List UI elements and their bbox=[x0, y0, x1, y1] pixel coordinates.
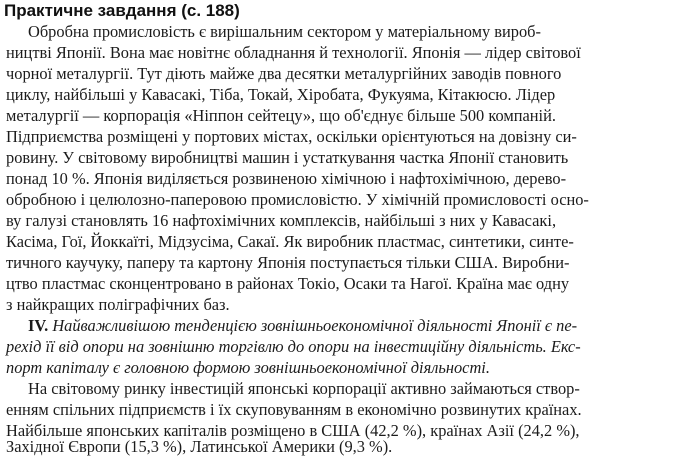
paragraph1-line-14: з найкращих поліграфічних баз. bbox=[6, 295, 230, 314]
paragraph1-line-7: ровину. У світовому виробництві машин і устаткування частка Японії становить bbox=[6, 148, 569, 167]
paragraph1-line-9: обробною і целюлозно-паперовою промисловістю. У хімічній промисловості осно- bbox=[6, 190, 589, 209]
section-marker: IV. bbox=[28, 316, 49, 335]
paragraph2-line-2: рехід її від опори на зовнішню торгівлю до опори на інвестиційну діяльність. Екс- bbox=[6, 337, 581, 356]
paragraph1-line-4: циклу, найбільші у Кавасакі, Тіба, Токай, Хіробата, Фукуяма, Кітакюсю. Лідер bbox=[6, 85, 556, 104]
paragraph1-line-13: цтво пластмас сконцентровано в районах Токіо, Осаки та Нагої. Країна має одну bbox=[6, 274, 570, 293]
paragraph1-line-8: понад 10 %. Японія виділяється розвиненою хімічною і нафтохімічною, дерево- bbox=[6, 169, 567, 188]
paragraph3-line-1: На світовому ринку інвестицій японські корпорації активно займаються створ- bbox=[28, 379, 580, 398]
paragraph2-line-3: порт капіталу є головною формою зовнішньоекономічної діяльності. bbox=[6, 358, 490, 377]
paragraph1-line-1: Обробна промисловість є вирішальним сектором у матеріальному вироб- bbox=[28, 22, 541, 41]
paragraph1-line-10: ву галузі становлять 16 нафтохімічних комплексів, найбільші з них у Кавасакі, bbox=[6, 211, 557, 230]
paragraph3-line-2: енням спільних підприємств і їх скуповуванням в економічно розвинутих країнах. bbox=[6, 400, 582, 419]
paragraph1-line-6: Підприємства розміщені у портових містах, оскільки орієнтуються на довізну си- bbox=[6, 127, 577, 146]
page-heading: Практичне завдання (с. 188) bbox=[4, 1, 240, 20]
paragraph3-line-4: Західної Європи (15,3 %), Латинської Америки (9,3 %). bbox=[6, 437, 393, 456]
paragraph1-line-3: чорної металургії. Тут діють майже два десятки металургійних заводів повного bbox=[6, 64, 562, 83]
paragraph2-line-1-text: Найважливішою тенденцією зовнішньоекономічної діяльності Японії є пе- bbox=[52, 316, 578, 335]
paragraph1-line-2: ництві Японії. Вона має новітнє обладнання й технології. Японія — лідер світової bbox=[6, 43, 581, 62]
paragraph1-line-11: Касіма, Гої, Йоккаїті, Мідзусіма, Сакаї. Як виробник пластмас, синтетики, синте- bbox=[6, 232, 574, 251]
paragraph1-line-5: металургії — корпорація «Ніппон сейтецу», що об'єднує більше 500 компаній. bbox=[6, 106, 556, 125]
paragraph2-line-1 bbox=[28, 315, 577, 336]
paragraph1-line-12: тичного каучуку, паперу та картону Японія поступається тільки США. Виробни- bbox=[6, 253, 570, 272]
paragraph3-line-3: Найбільше японських капіталів розміщено в США (42,2 %), країнах Азії (24,2 %), bbox=[6, 421, 580, 440]
